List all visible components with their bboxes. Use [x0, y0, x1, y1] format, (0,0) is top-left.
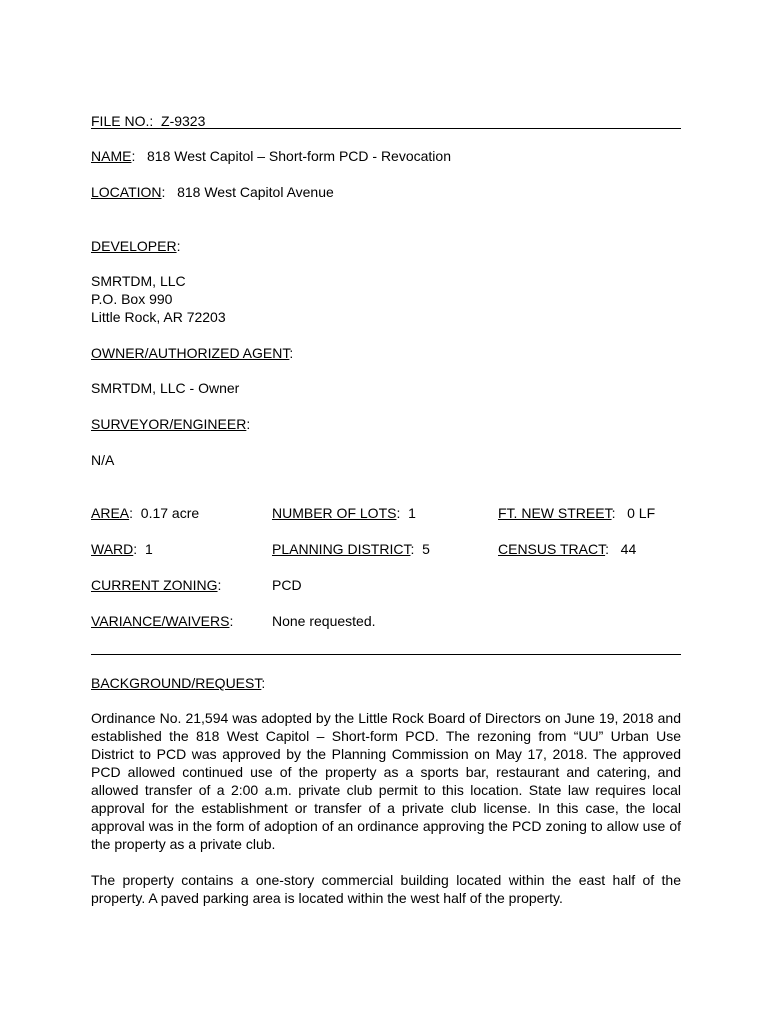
developer-line: SMRTDM, LLC — [91, 273, 186, 289]
developer-line: P.O. Box 990 — [91, 291, 173, 307]
street-value: 0 LF — [627, 505, 656, 521]
street-label: FT. NEW STREET — [498, 505, 612, 521]
census-value: 44 — [620, 541, 637, 557]
lots-value: 1 — [408, 505, 416, 521]
name-label: NAME — [91, 148, 132, 164]
ward-field: WARD: 1 — [91, 541, 153, 557]
area-value: 0.17 acre — [140, 505, 200, 521]
background-label: BACKGROUND/REQUEST — [91, 675, 262, 691]
background-paragraph: The property contains a one-story commercial building located within the east half of the property. A paved parking area is located within the west half of the property. — [91, 872, 681, 906]
surveyor-label: SURVEYOR/ENGINEER — [91, 416, 247, 432]
census-label: CENSUS TRACT — [498, 541, 606, 557]
owner-heading: OWNER/AUTHORIZED AGENT: — [91, 345, 294, 361]
owner-value: SMRTDM, LLC - Owner — [91, 380, 240, 396]
zoning-value: PCD — [272, 577, 302, 593]
area-label: AREA — [91, 505, 130, 521]
lots-label: NUMBER OF LOTS — [272, 505, 397, 521]
file-number — [91, 113, 681, 129]
zoning-label: CURRENT ZONING — [91, 577, 218, 593]
district-field: PLANNING DISTRICT: 5 — [272, 541, 430, 557]
background-heading: BACKGROUND/REQUEST: — [91, 675, 266, 691]
location-row: LOCATION: 818 West Capitol Avenue — [91, 184, 334, 200]
variance-label: VARIANCE/WAIVERS — [91, 613, 230, 629]
census-field: CENSUS TRACT: 44 — [498, 541, 637, 557]
developer-heading: DEVELOPER: — [91, 238, 181, 254]
ward-value: 1 — [144, 541, 153, 557]
street-field: FT. NEW STREET: 0 LF — [498, 505, 656, 521]
name-value: 818 West Capitol – Short-form PCD - Revocation — [147, 148, 451, 164]
area-field: AREA: 0.17 acre — [91, 505, 200, 521]
developer-line: Little Rock, AR 72203 — [91, 309, 226, 325]
owner-label: OWNER/AUTHORIZED AGENT — [91, 345, 290, 361]
location-label: LOCATION — [91, 184, 162, 200]
name-row: NAME: 818 West Capitol – Short-form PCD - Revocation — [91, 148, 451, 164]
section-divider — [91, 654, 681, 655]
file-number-label: FILE NO.: — [91, 113, 154, 129]
variance-value: None requested. — [272, 613, 376, 629]
ward-label: WARD — [91, 541, 134, 557]
zoning-field: CURRENT ZONING: — [91, 577, 222, 593]
file-number-value: Z-9323 — [161, 113, 206, 129]
lots-field: NUMBER OF LOTS: 1 — [272, 505, 416, 521]
surveyor-heading: SURVEYOR/ENGINEER: — [91, 416, 251, 432]
district-value: 5 — [422, 541, 430, 557]
surveyor-value: N/A — [91, 452, 115, 468]
variance-field: VARIANCE/WAIVERS: — [91, 613, 234, 629]
background-paragraph: Ordinance No. 21,594 was adopted by the Little Rock Board of Directors on June 19, 2018 and established the 818 West Capitol – Short-form PCD. The rezoning from “UU” Urban Use District to PCD was approved by the Planning Commission on May 17, 2018. The approved PCD allowed continued use of the property as a sports bar, restaurant and catering, and allowed transfer of a 2:00 a.m. private club permit to this location. State law requires local approval for the establishment or transfer of a private club license. In this case, the local approval was in the form of adoption of an ordinance approving the PCD zoning to allow use of the property as a private club. — [91, 710, 681, 852]
district-label: PLANNING DISTRICT — [272, 541, 411, 557]
location-value: 818 West Capitol Avenue — [177, 184, 334, 200]
developer-label: DEVELOPER — [91, 238, 177, 254]
